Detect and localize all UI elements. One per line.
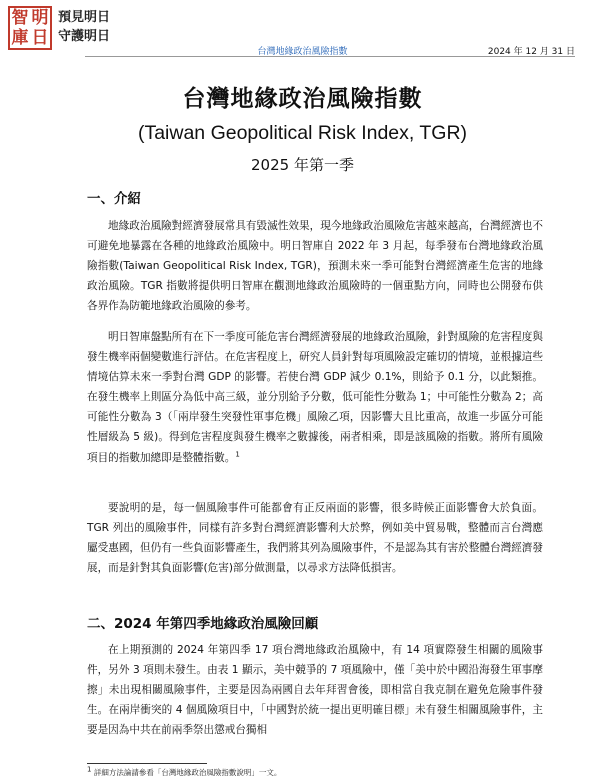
intro-paragraph-2	[87, 327, 543, 468]
footnote-reference[interactable]: 1	[235, 450, 240, 459]
review-paragraph-1: 在上期預測的 2024 年第四季 17 項台灣地緣政治風險中，有 14 項實際發生相關的風險事件，另外 3 項則未發生。由表 1 顯示，美中競爭的 7 項風險中，僅「美中於中國沿海發生軍事摩擦」未出現相關風險事件，主要是因為兩國自去年拜習會後，即相當自我克制在避免危險事件發生。在兩岸衝突的 4 個風險項目中，「中國對於統一提出更明確目標」未有發生相關風險事件，主要是因為中共在前兩季祭出懲戒台獨相	[87, 644, 543, 737]
document-english-title: (Taiwan Geopolitical Risk Index, TGR)	[137, 122, 468, 144]
running-header-date: 2024 年 12 月 31 日	[487, 47, 575, 57]
footnote-divider	[87, 763, 207, 764]
running-header-title: 台灣地緣政治風險指數	[257, 47, 348, 57]
slogan	[58, 8, 110, 46]
intro-paragraph-3: 要說明的是，每一個風險事件可能都會有正反兩面的影響，很多時候正面影響會大於負面。TGR 列出的風險事件，同樣有許多對台灣經濟影響利大於弊，例如美中貿易戰，整體而言台灣應屬受惠國，但仍有一些負面影響產生，我們將其列為風險事件，不是認為其有害於整體台灣經濟發展，而是針對其負面影響(危害)部分做測量，以尋求方法降低損害。	[87, 502, 543, 575]
header-divider	[85, 56, 575, 57]
section-heading-review: 二、2024 年第四季地緣政治風險回顧	[87, 616, 319, 632]
footnote-mark: 1	[87, 765, 92, 774]
footnote	[87, 767, 281, 778]
slogan-line-2: 守護明日	[58, 29, 111, 44]
section-heading-intro: 一、介紹	[87, 191, 141, 207]
logo-char: 智	[11, 7, 29, 28]
intro-paragraph-2-text: 明日智庫盤點所有在下一季度可能危害台灣經濟發展的地緣政治風險，針對風險的危害程度與發生機率兩個變數進行評估。在危害程度上，研究人員針對每項風險設定確切的情境，並根據這些情境估算未來一季對台灣 GDP 的影響。若使台灣 GDP 減少 0.1%，則給予 0.1 分，以此類推。在發生機率上則區分為低中高三級，並分別給予分數，低可能性分數為 1；中可能性分數為 2；高可能性分數為 3（「兩岸發生突發性軍事危機」風險乙項，因影響大且比重高，故進一步區分可能性層級為 5 級)。得到危害程度與發生機率之數據後，兩者相乘，即是該風險的指數。將所有風險項目的指數加總即是整體指數。	[87, 331, 543, 464]
logo-char: 庫	[11, 27, 29, 48]
intro-paragraph-1: 地緣政治風險對經濟發展常具有毀滅性效果，現今地緣政治風險危害越來越高，台灣經濟也不可避免地暴露在各種的地緣政治風險中。明日智庫自 2022 年 3 月起，每季發布台灣地緣政治風險指數(Taiwan Geopolitical Risk Index, TGR)，預測未來一季可能對台灣經濟產生危害的地緣政治風險。TGR 指數將提供明日智庫在觀測地緣政治風險時的一個重點方向，同時也公開發布供各界作為防範地緣政治風險的參考。	[87, 220, 543, 313]
footnote-text: 詳細方法論請參看「台灣地緣政治風險指數說明」一文。	[93, 768, 282, 777]
slogan-line-1: 預見明日	[58, 10, 111, 25]
logo-char: 日	[31, 27, 49, 48]
document-title: 台灣地緣政治風險指數	[182, 86, 423, 112]
document-quarter: 2025 年第一季	[251, 156, 354, 174]
logo-char: 明	[31, 7, 49, 28]
